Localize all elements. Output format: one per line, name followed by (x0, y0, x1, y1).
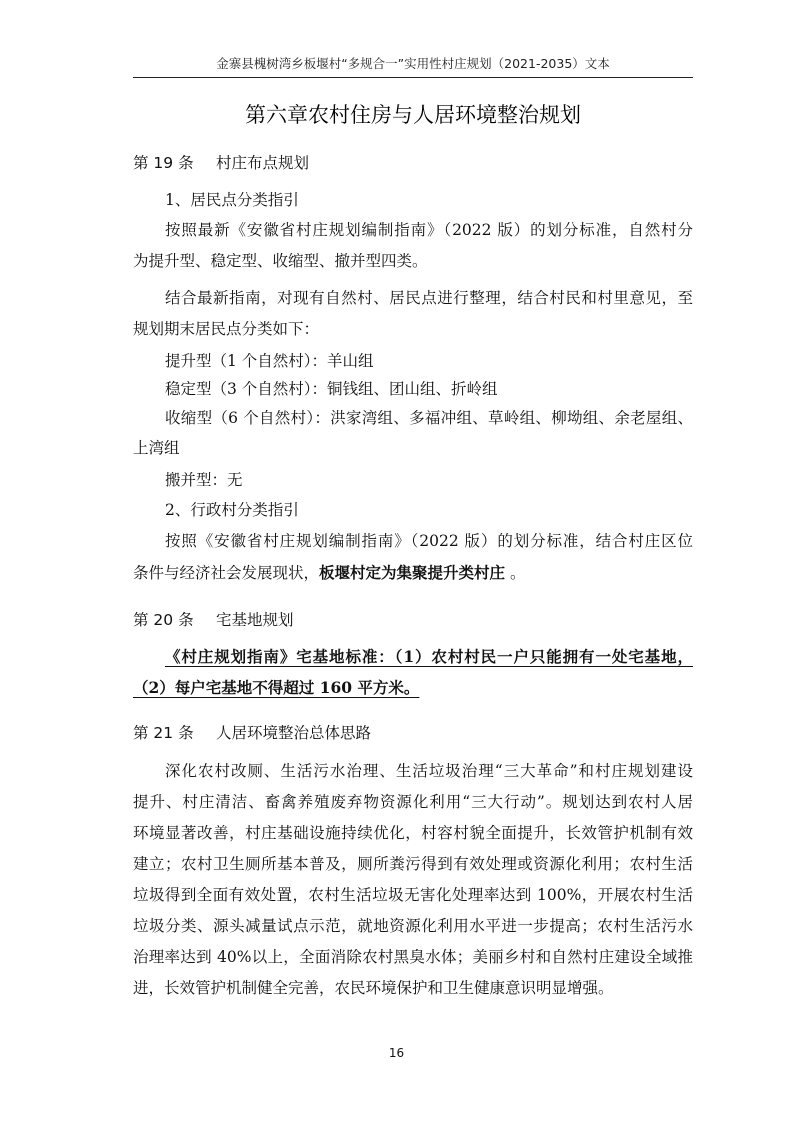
paragraph: 搬并型：无 (165, 471, 243, 489)
text-run: 条件与经济社会发展现状， (133, 564, 320, 582)
article-20-heading (133, 609, 294, 631)
underlined-standard: 《村庄规划指南》宅基地标准：（1）农村村民一户只能拥有一处宅基地， (165, 647, 693, 666)
paragraph: 收缩型（6 个自然村）：洪家湾组、多福冲组、草岭组、柳坳组、余老屋组、 (165, 409, 693, 427)
paragraph: 为提升型、稳定型、收缩型、撤并型四类。 (133, 252, 428, 270)
emphasis-text: 板堰村定为集聚提升类村庄 (319, 563, 506, 582)
paragraph-line: 建立；农村卫生厕所基本普及，厕所粪污得到有效处理或资源化利用；农村生活 (133, 855, 693, 873)
paragraph-line: 提升、村庄清洁、畜禽养殖废弃物资源化利用“三大行动”。规划达到农村人居 (133, 793, 693, 811)
chapter-title: 第六章农村住房与人居环境整治规划 (245, 103, 581, 127)
paragraph: 1、居民点分类指引 (165, 191, 299, 209)
article-21-heading (133, 722, 371, 744)
paragraph-line: 垃圾分类、源头减量试点示范，就地资源化利用水平进一步提高；农村生活污水 (133, 917, 693, 935)
article-19-heading (133, 152, 309, 174)
paragraph-line: 深化农村改厕、生活污水治理、生活垃圾治理“三大革命”和村庄规划建设 (165, 762, 693, 780)
paragraph: 结合最新指南，对现有自然村、居民点进行整理，结合村民和村里意见，至 (165, 289, 693, 307)
underlined-standard: （2）每户宅基地不得超过 160 平方米。 (133, 678, 420, 697)
paragraph: 规划期末居民点分类如下： (133, 320, 320, 338)
paragraph (133, 562, 525, 584)
paragraph-line: 进，长效管护机制健全完善，农民环境保护和卫生健康意识明显增强。 (133, 979, 614, 997)
article-title: 宅基地规划 (216, 611, 294, 629)
article-number: 第 20 条 (133, 611, 194, 629)
article-title: 村庄布点规划 (216, 154, 310, 172)
article-title: 人居环境整治总体思路 (216, 724, 372, 742)
page-number: 16 (388, 1046, 405, 1060)
paragraph-line: 垃圾得到全面有效处置，农村生活垃圾无害化处理率达到 100%，开展农村生活 (133, 886, 693, 904)
running-header: 金寨县槐树湾乡板堰村“多规合一”实用性村庄规划（2021-2035）文本 (133, 55, 693, 78)
paragraph: 上湾组 (133, 439, 180, 457)
paragraph: 按照《安徽省村庄规划编制指南》（2022 版）的划分标准，结合村庄区位 (165, 532, 693, 550)
paragraph: 稳定型（3 个自然村）：铜钱组、团山组、折岭组 (165, 380, 498, 398)
paragraph: 按照最新《安徽省村庄规划编制指南》（2022 版）的划分标准，自然村分 (165, 221, 693, 239)
paragraph: 提升型（1 个自然村）：羊山组 (165, 352, 374, 370)
paragraph: 2、行政村分类指引 (165, 501, 299, 519)
text-run: 。 (505, 564, 526, 582)
paragraph-line: 环境显著改善，村庄基础设施持续优化，村容村貌全面提升，长效管护机制有效 (133, 824, 693, 842)
article-number: 第 21 条 (133, 724, 194, 742)
article-number: 第 19 条 (133, 154, 194, 172)
paragraph-line: 治理率达到 40%以上，全面消除农村黑臭水体；美丽乡村和自然村庄建设全域推 (133, 948, 693, 966)
